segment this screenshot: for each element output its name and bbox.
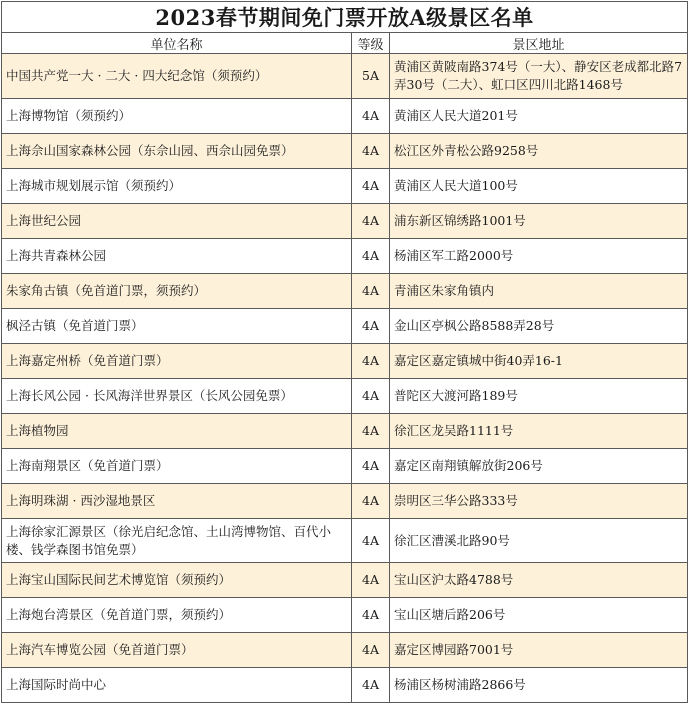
header-name: 单位名称 (2, 33, 352, 54)
row-name: 上海嘉定州桥（免首道门票） (2, 344, 352, 379)
row-address: 崇明区三华公路333号 (390, 484, 688, 519)
table-row (2, 169, 688, 204)
table-row (2, 134, 688, 169)
row-level: 4A (352, 414, 390, 449)
row-address: 徐汇区漕溪北路90号 (390, 519, 688, 563)
row-address: 嘉定区南翔镇解放街206号 (390, 449, 688, 484)
row-level: 4A (352, 598, 390, 633)
table-row (2, 563, 688, 598)
row-address: 黄浦区黄陂南路374号（一大）、静安区老成都北路7弄30号（二大）、虹口区四川北路1468号 (390, 54, 688, 99)
row-level: 4A (352, 99, 390, 134)
table-row (2, 484, 688, 519)
header-level: 等级 (352, 33, 390, 54)
row-name: 枫泾古镇（免首道门票） (2, 309, 352, 344)
row-address: 青浦区朱家角镇内 (390, 274, 688, 309)
row-name: 上海国际时尚中心 (2, 668, 352, 703)
scenic-area-table (1, 1, 688, 703)
table-row (2, 379, 688, 414)
row-name: 上海植物园 (2, 414, 352, 449)
row-address: 金山区亭枫公路8588弄28号 (390, 309, 688, 344)
row-name: 上海宝山国际民间艺术博览馆（须预约） (2, 563, 352, 598)
row-name: 上海世纪公园 (2, 204, 352, 239)
row-address: 松江区外青松公路9258号 (390, 134, 688, 169)
row-name: 上海徐家汇源景区（徐光启纪念馆、土山湾博物馆、百代小楼、钱学森图书馆免票） (2, 519, 352, 563)
row-address: 嘉定区嘉定镇城中街40弄16-1 (390, 344, 688, 379)
row-level: 4A (352, 204, 390, 239)
row-level: 4A (352, 449, 390, 484)
row-name: 上海佘山国家森林公园（东佘山园、西佘山园免票） (2, 134, 352, 169)
row-level: 4A (352, 379, 390, 414)
title-row (2, 2, 688, 33)
row-name: 上海南翔景区（免首道门票） (2, 449, 352, 484)
row-address: 黄浦区人民大道201号 (390, 99, 688, 134)
row-address: 嘉定区博园路7001号 (390, 633, 688, 668)
header-row (2, 33, 688, 54)
row-name: 上海炮台湾景区（免首道门票，须预约） (2, 598, 352, 633)
row-level: 4A (352, 563, 390, 598)
row-level: 4A (352, 668, 390, 703)
table-row (2, 519, 688, 563)
table-row (2, 598, 688, 633)
row-level: 4A (352, 239, 390, 274)
table-row (2, 449, 688, 484)
row-level: 4A (352, 274, 390, 309)
row-level: 4A (352, 169, 390, 204)
row-address: 宝山区沪太路4788号 (390, 563, 688, 598)
row-name: 上海长风公园 · 长风海洋世界景区（长风公园免票） (2, 379, 352, 414)
row-address: 杨浦区军工路2000号 (390, 239, 688, 274)
table-row (2, 309, 688, 344)
row-level: 5A (352, 54, 390, 99)
row-name: 上海汽车博览公园（免首道门票） (2, 633, 352, 668)
row-level: 4A (352, 309, 390, 344)
table-row (2, 344, 688, 379)
table-row (2, 274, 688, 309)
row-level: 4A (352, 134, 390, 169)
table-row (2, 54, 688, 99)
row-name: 上海博物馆（须预约） (2, 99, 352, 134)
row-level: 4A (352, 633, 390, 668)
row-level: 4A (352, 519, 390, 563)
row-address: 黄浦区人民大道100号 (390, 169, 688, 204)
row-address: 宝山区塘后路206号 (390, 598, 688, 633)
row-address: 徐汇区龙吴路1111号 (390, 414, 688, 449)
row-name: 上海明珠湖 · 西沙湿地景区 (2, 484, 352, 519)
row-name: 上海共青森林公园 (2, 239, 352, 274)
table-row (2, 99, 688, 134)
row-address: 普陀区大渡河路189号 (390, 379, 688, 414)
table-row (2, 414, 688, 449)
table-title: 2023春节期间免门票开放A级景区名单 (2, 2, 688, 33)
row-name: 朱家角古镇（免首道门票，须预约） (2, 274, 352, 309)
table-row (2, 239, 688, 274)
row-level: 4A (352, 344, 390, 379)
row-level: 4A (352, 484, 390, 519)
row-address: 浦东新区锦绣路1001号 (390, 204, 688, 239)
table-row (2, 668, 688, 703)
header-address: 景区地址 (390, 33, 688, 54)
row-address: 杨浦区杨树浦路2866号 (390, 668, 688, 703)
table-row (2, 633, 688, 668)
row-name: 上海城市规划展示馆（须预约） (2, 169, 352, 204)
row-name: 中国共产党一大 · 二大 · 四大纪念馆（须预约） (2, 54, 352, 99)
table-row (2, 204, 688, 239)
